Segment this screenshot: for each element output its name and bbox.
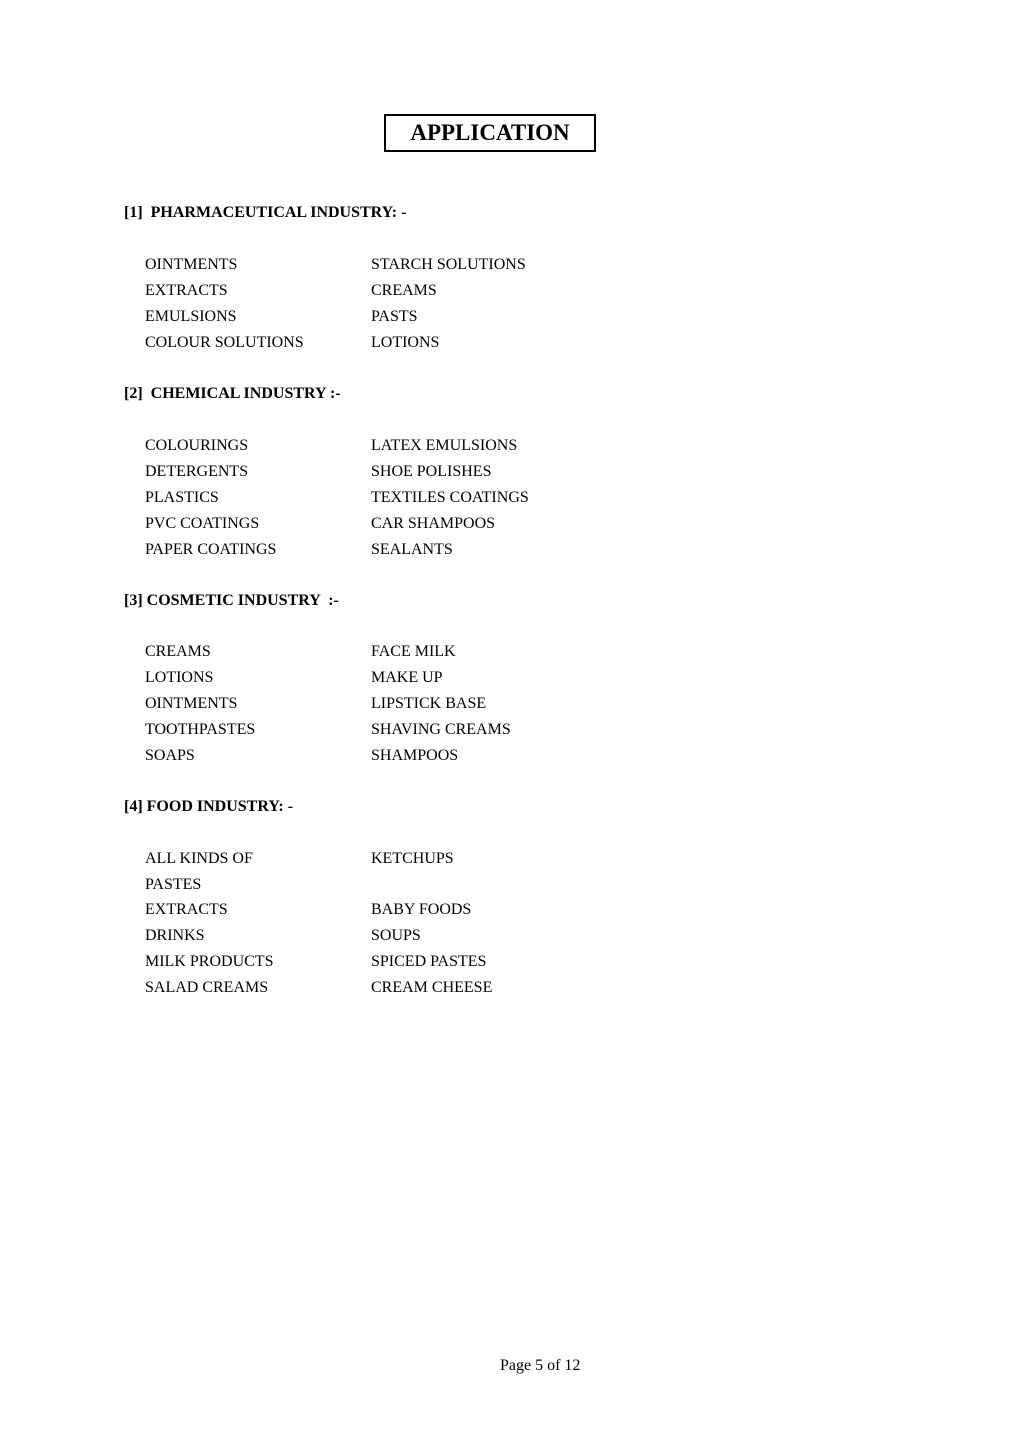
list-item: MILK PRODUCTS [145,953,274,970]
list-item: STARCH SOLUTIONS [371,256,526,273]
list-item: DRINKS [145,927,205,944]
list-item: SHAMPOOS [371,747,459,764]
page-title: APPLICATION [384,114,596,152]
section-heading-pharmaceutical: [1] PHARMACEUTICAL INDUSTRY: - [124,204,407,221]
list-item: OINTMENTS [145,256,238,273]
list-item: TOOTHPASTES [145,721,256,738]
list-item: COLOURINGS [145,437,249,454]
section-heading-food: [4] FOOD INDUSTRY: - [124,798,294,815]
section-heading-chemical: [2] CHEMICAL INDUSTRY :- [124,385,341,402]
list-item: COLOUR SOLUTIONS [145,334,304,351]
list-item: PAPER COATINGS [145,541,277,558]
list-item: SHAVING CREAMS [371,721,511,738]
list-item: PVC COATINGS [145,515,260,532]
list-item: KETCHUPS [371,850,454,867]
list-item: SEALANTS [371,541,453,558]
list-item: LOTIONS [371,334,440,351]
list-item: MAKE UP [371,669,443,686]
page-number: Page 5 of 12 [500,1357,581,1374]
list-item: SPICED PASTES [371,953,487,970]
list-item: CREAMS [371,282,437,299]
list-item: OINTMENTS [145,695,238,712]
list-item: DETERGENTS [145,463,249,480]
list-item: CREAM CHEESE [371,979,493,996]
list-item: CAR SHAMPOOS [371,515,496,532]
list-item: EXTRACTS [145,282,228,299]
section-heading-cosmetic: [3] COSMETIC INDUSTRY :- [124,592,339,609]
list-item: SOUPS [371,927,421,944]
list-item: BABY FOODS [371,901,472,918]
list-item: LATEX EMULSIONS [371,437,518,454]
list-item: FACE MILK [371,643,456,660]
list-item: CREAMS [145,643,211,660]
list-item: LIPSTICK BASE [371,695,487,712]
list-item: PLASTICS [145,489,219,506]
list-item: LOTIONS [145,669,214,686]
list-item: EXTRACTS [145,901,228,918]
list-item: EMULSIONS [145,308,237,325]
list-item: SOAPS [145,747,195,764]
list-item: ALL KINDS OF [145,850,253,867]
list-item: SALAD CREAMS [145,979,269,996]
list-item: PASTS [371,308,418,325]
list-item: PASTES [145,876,202,893]
list-item: TEXTILES COATINGS [371,489,529,506]
list-item: SHOE POLISHES [371,463,492,480]
